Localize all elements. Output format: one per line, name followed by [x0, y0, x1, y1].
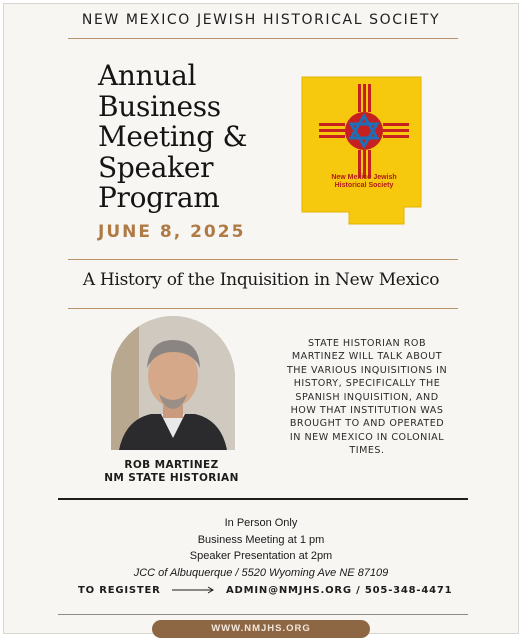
logo-caption-line: Historical Society	[334, 182, 394, 189]
event-date: JUNE 8, 2025	[98, 222, 246, 242]
event-title-line: Annual	[98, 59, 197, 92]
description-line: HOW THAT INSTITUTION WAS	[290, 405, 444, 417]
register-contact[interactable]: ADMIN@NMJHS.ORG / 505-348-4471	[226, 585, 453, 596]
speaker-portrait	[111, 316, 235, 450]
description-line: TIMES.	[349, 445, 385, 457]
business-meeting-time: Business Meeting at 1 pm	[197, 533, 325, 546]
speaker-role: NM STATE HISTORIAN	[104, 472, 239, 484]
event-details	[4, 515, 518, 581]
event-title-line: Program	[98, 181, 220, 214]
logo-caption-line: New Mexico Jewish	[331, 174, 397, 181]
attendance-format: In Person Only	[224, 517, 298, 529]
talk-description	[262, 337, 472, 458]
divider	[68, 259, 458, 260]
description-line: THE VARIOUS INQUISITIONS IN	[286, 364, 448, 376]
organization-name: NEW MEXICO JEWISH HISTORICAL SOCIETY	[81, 12, 441, 28]
event-title	[98, 61, 298, 214]
divider	[58, 614, 468, 615]
logo-caption	[314, 174, 414, 190]
website-link[interactable]	[152, 620, 370, 638]
register-label: TO REGISTER	[78, 585, 161, 596]
description-line: IN NEW MEXICO IN COLONIAL	[289, 431, 445, 443]
event-title-line: Meeting &	[98, 120, 248, 153]
description-line: HISTORY, SPECIFICALLY THE	[293, 378, 441, 390]
speaker-name: ROB MARTINEZ	[124, 459, 219, 471]
flyer	[3, 3, 519, 634]
divider	[68, 38, 458, 39]
nmjhs-logo	[299, 74, 426, 226]
speaker-photo	[111, 316, 235, 450]
description-line: STATE HISTORIAN ROB	[307, 338, 427, 349]
description-line: SPANISH INQUISITION, AND	[295, 391, 439, 403]
divider	[58, 498, 468, 500]
arrow-right-icon	[172, 585, 216, 595]
talk-title: A History of the Inquisition in New Mexico	[82, 270, 440, 290]
event-title-line: Business	[98, 89, 221, 123]
divider	[68, 308, 458, 309]
event-title-line: Speaker	[98, 150, 214, 184]
website-url[interactable]: WWW.NMJHS.ORG	[211, 623, 311, 634]
logo-state-shape	[302, 77, 421, 224]
description-line: MARTINEZ WILL TALK ABOUT	[291, 351, 443, 363]
venue-address: JCC of Albuquerque / 5520 Wyoming Ave NE 87109	[133, 566, 389, 579]
speaker-presentation-time: Speaker Presentation at 2pm	[189, 550, 333, 562]
description-line: BROUGHT TO AND OPERATED	[289, 418, 445, 430]
